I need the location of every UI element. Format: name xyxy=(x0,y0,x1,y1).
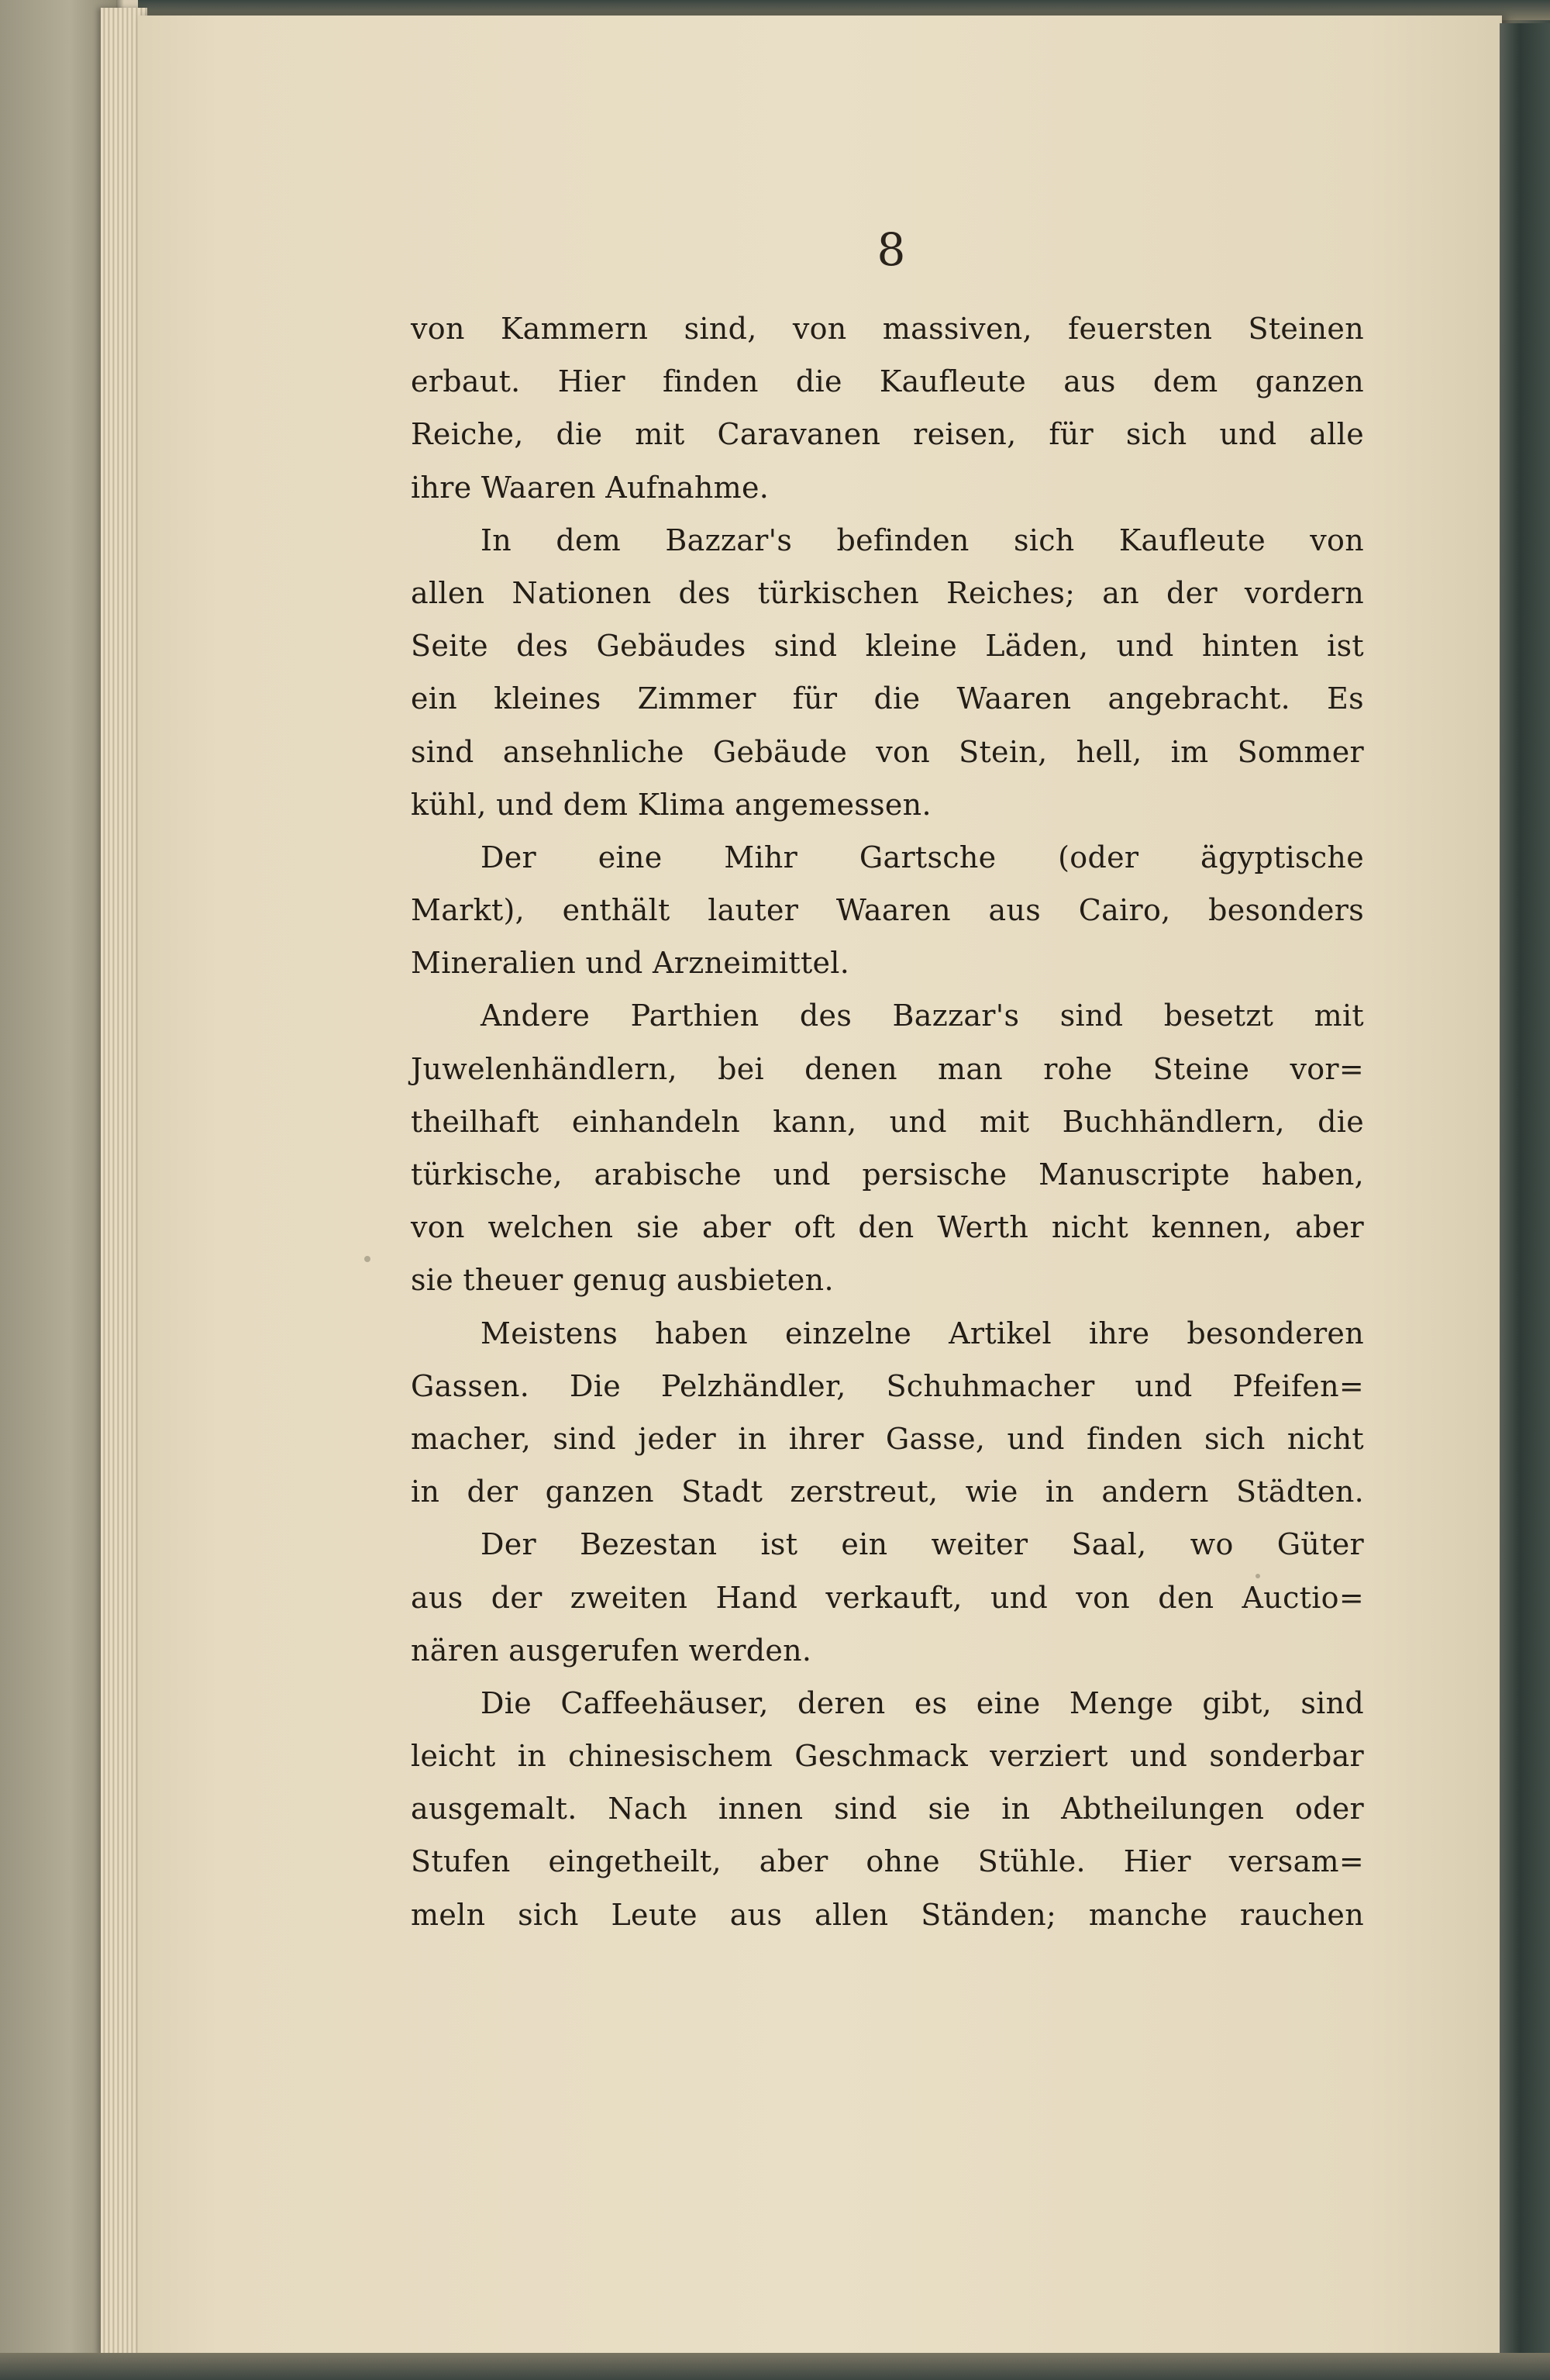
text-line: Stufen eingetheilt, aber ohne Stühle. Hier versam= xyxy=(411,1844,1364,1879)
text-line: ein kleines Zimmer für die Waaren angebracht. Es xyxy=(411,681,1364,716)
text-line: sie theuer genug ausbieten. xyxy=(411,1263,834,1298)
text-line: Markt), enthält lauter Waaren aus Cairo, besonders xyxy=(411,893,1364,928)
text-line: Die Caffeehäuser, deren es eine Menge gibt, sind xyxy=(480,1685,1364,1720)
page-text xyxy=(411,302,1364,1941)
text-line: macher, sind jeder in ihrer Gasse, und finden sich nicht xyxy=(411,1421,1364,1456)
text-line: Gassen. Die Pelzhändler, Schuhmacher und Pfeifen= xyxy=(411,1368,1364,1403)
text-line: sind ansehnliche Gebäude von Stein, hell, im Sommer xyxy=(411,734,1364,769)
text-line: von Kammern sind, von massiven, feuersten Steinen xyxy=(411,312,1364,346)
text-line: Andere Parthien des Bazzar's sind besetzt mit xyxy=(480,999,1364,1033)
text-line: meln sich Leute aus allen Ständen; manche rauchen xyxy=(411,1897,1364,1932)
text-line: Meistens haben einzelne Artikel ihre besonderen xyxy=(480,1316,1364,1350)
text-line: kühl, und dem Klima angemessen. xyxy=(411,787,932,822)
text-line: Reiche, die mit Caravanen reisen, für sich und alle xyxy=(411,417,1364,452)
text-line: ausgemalt. Nach innen sind sie in Abtheilungen oder xyxy=(411,1792,1364,1826)
text-line: leicht in chinesischem Geschmack verziert und sonderbar xyxy=(411,1739,1364,1774)
text-line: ihre Waaren Aufnahme. xyxy=(411,470,770,505)
text-line: in der ganzen Stadt zerstreut, wie in andern Städten. xyxy=(411,1475,1364,1509)
page-number: 8 xyxy=(877,223,906,276)
bottom-edge xyxy=(0,2353,1550,2380)
text-line: Der eine Mihr Gartsche (oder ägyptische xyxy=(480,840,1364,874)
text-line: theilhaft einhandeln kann, und mit Buchhändlern, die xyxy=(411,1104,1364,1139)
text-line: erbaut. Hier finden die Kaufleute aus dem ganzen xyxy=(411,364,1364,399)
text-line: von welchen sie aber oft den Werth nicht kennen, aber xyxy=(411,1210,1364,1245)
text-line: Juwelenhändlern, bei denen man rohe Steine vor= xyxy=(411,1051,1364,1086)
text-line: allen Nationen des türkischen Reiches; an der vordern xyxy=(411,575,1364,610)
text-line: In dem Bazzar's befinden sich Kaufleute von xyxy=(480,523,1364,557)
text-line: Seite des Gebäudes sind kleine Läden, und hinten ist xyxy=(411,629,1364,664)
text-line: Der Bezestan ist ein weiter Saal, wo Güter xyxy=(480,1527,1364,1562)
text-line: Mineralien und Arzneimittel. xyxy=(411,946,850,981)
right-binding xyxy=(1500,23,1550,2357)
text-line: nären ausgerufen werden. xyxy=(411,1633,812,1668)
left-cover-board xyxy=(0,0,116,2380)
text-line: türkische, arabische und persische Manuscripte haben, xyxy=(411,1157,1364,1192)
text-line: aus der zweiten Hand verkauft, und von den Auctio= xyxy=(411,1580,1364,1615)
paper-speck xyxy=(364,1256,370,1262)
